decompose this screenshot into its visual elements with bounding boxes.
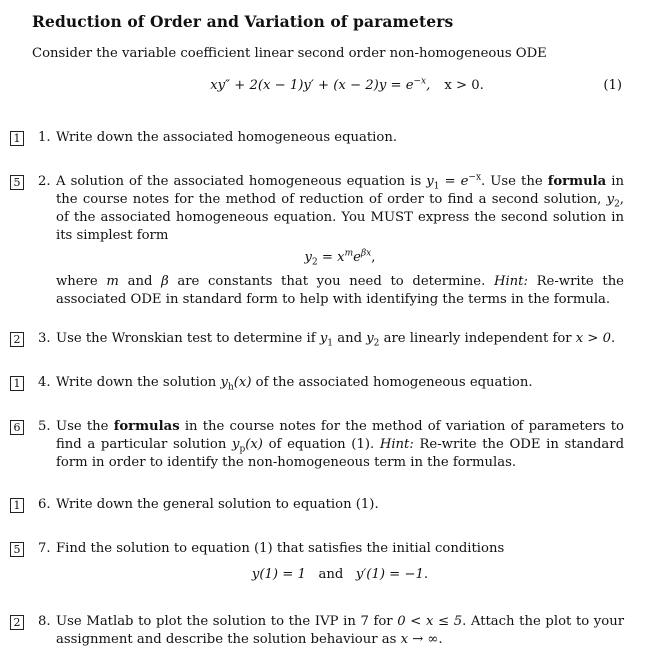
- main-equation: $xy'' + 2(x - 1)y' + (x - 2)y = e^{-x}$, x > 0.: [210, 76, 484, 93]
- marks-box: 1: [10, 376, 24, 391]
- marks-box: 2: [10, 615, 24, 630]
- main-equation-exp: −x: [413, 76, 427, 87]
- marks-box: 1: [10, 498, 24, 513]
- question-number: 5.: [38, 419, 51, 434]
- question-text: Write down the solution $y_h(x)$ of the associated homogeneous equation.: [56, 375, 533, 393]
- question-text: Write down the general solution to equation (1).: [56, 497, 379, 512]
- page-title: Reduction of Order and Variation of parameters: [32, 12, 454, 31]
- question-number: 1.: [38, 130, 51, 145]
- marks-box: 6: [10, 420, 24, 435]
- question-text: Find the solution to equation (1) that satisfies the initial conditions y(1) = 1 and y′(1) = −1.: [56, 540, 624, 590]
- y2-formula: $y_2 = x^me^{\beta x}$,: [304, 248, 376, 268]
- initial-conditions: y(1) = 1 and y′(1) = −1.: [251, 567, 429, 582]
- main-equation-condition: x > 0.: [444, 78, 484, 93]
- marks-box: 5: [10, 542, 24, 557]
- question-number: 7.: [38, 541, 51, 556]
- question-number: 8.: [38, 614, 51, 629]
- main-equation-lhs: xy″ + 2(x − 1)y′ + (x − 2)y = e: [210, 78, 414, 93]
- question-number: 2.: [38, 174, 51, 189]
- equation-number: (1): [603, 78, 622, 93]
- question-text: Use Matlab to plot the solution to the IVP in 7 for 0 < x ≤ 5. Attach the plot to your assignment and describe the solution behaviour as x → ∞.: [56, 614, 624, 647]
- question-text: Use the Wronskian test to determine if $y_1$ and $y_2$ are linearly independent for x > 0.: [56, 331, 616, 349]
- question-text: Use the formulas in the course notes for the method of variation of parameters to find a particular solution $y_p(x)$ of equation (1). Hint: Re-write the ODE in standard form in order to identify the non-homogeneous term in the formulas.: [56, 419, 625, 470]
- question-text: A solution of the associated homogeneous equation is $y_1 = e^{-x}$. Use the formula in the course notes for the method of reduction of order to find a second solution, $y_2$, of the associated homogeneous equation. You MUST express the second solution in its simplest form $y_2 = x^me^{\beta x}$, where m and β are constants that you need to determine. Hint: Re-write the associated ODE in standard form to help with identifying the terms in the formula.: [56, 172, 624, 307]
- marks-box: 2: [10, 332, 24, 347]
- question-text: Write down the associated homogeneous equation.: [56, 130, 398, 145]
- marks-box: 5: [10, 175, 24, 190]
- marks-box: 1: [10, 131, 24, 146]
- question-number: 6.: [38, 497, 51, 512]
- question-number: 3.: [38, 331, 51, 346]
- question-number: 4.: [38, 375, 51, 390]
- intro-text: Consider the variable coefficient linear second order non-homogeneous ODE: [32, 46, 547, 61]
